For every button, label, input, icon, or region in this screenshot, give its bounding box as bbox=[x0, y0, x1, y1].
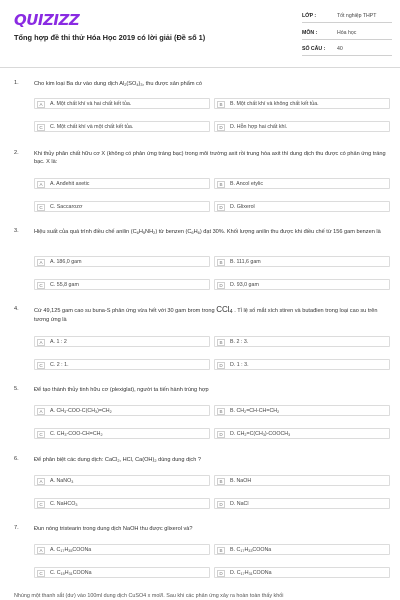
option-c[interactable]: C C. NaHCO$_3$ bbox=[34, 498, 210, 509]
option-d[interactable]: D D. 1 : 3. bbox=[214, 359, 390, 370]
meta-divider bbox=[302, 39, 392, 40]
question-number: 6. bbox=[14, 456, 19, 462]
question-2 bbox=[14, 150, 386, 220]
option-b[interactable]: B B. Ancol etylic bbox=[214, 178, 390, 189]
meta-divider bbox=[302, 22, 392, 23]
meta-count-key: SỐ CÂU : bbox=[302, 46, 326, 52]
question-1 bbox=[14, 80, 386, 140]
option-a[interactable]: A A. 1 : 2 bbox=[34, 336, 210, 347]
question-6 bbox=[14, 456, 386, 516]
header-divider bbox=[0, 67, 400, 68]
question-number: 3. bbox=[14, 228, 19, 234]
meta-subject-key: MÔN : bbox=[302, 30, 318, 36]
question-text: Cho kim loại Ba dư vào dung dịch $Al_2(SO_4)_3$, thu được sản phẩm có bbox=[34, 81, 202, 87]
worksheet-header bbox=[0, 0, 400, 68]
option-d[interactable]: D D. $C_{17}H_{31}COONa$ bbox=[214, 567, 390, 578]
question-text: Để tạo thành thủy tinh hữu cơ (plexiglat), người ta tiến hành trùng hợp bbox=[34, 387, 209, 393]
page-title: Tổng hợp đề thi thử Hóa Học 2019 có lời giải (Đề số 1) bbox=[14, 33, 206, 42]
option-d[interactable]: D D. Glixerol bbox=[214, 201, 390, 212]
option-b[interactable]: B B. $C_{17}H_{33}COONa$ bbox=[214, 544, 390, 555]
question-text: Cứ 49,125 gam cao su buna-S phản ứng vừa hết với 30 gam brom trong CCl$_4$ . Tỉ lệ số mắt xích stiren và butađien trong loại cao su trên tương ứng là bbox=[34, 305, 378, 323]
option-d[interactable]: D D. NaCl bbox=[214, 498, 390, 509]
option-a[interactable]: A A. $C_{17}H_{35}COONa$ bbox=[34, 544, 210, 555]
question-3 bbox=[14, 228, 386, 298]
option-c[interactable]: C C. $C_{15}H_{31}COONa$ bbox=[34, 567, 210, 578]
option-c[interactable]: C C. Saccarozơ bbox=[34, 201, 210, 212]
option-c[interactable]: C C. 55,8 gam bbox=[34, 279, 210, 290]
meta-count-value: 40 bbox=[337, 46, 343, 52]
question-number: 1. bbox=[14, 80, 19, 86]
option-b[interactable]: B B. $CH_2=CH-CH=CH_2$ bbox=[214, 405, 390, 416]
option-a[interactable]: A A. $CH_3-COO-C(CH_3)=CH_2$ bbox=[34, 405, 210, 416]
meta-class-key: LỚP : bbox=[302, 13, 317, 19]
question-number: 7. bbox=[14, 525, 19, 531]
option-d[interactable]: D D. 93,0 gam bbox=[214, 279, 390, 290]
question-number: 2. bbox=[14, 150, 19, 156]
question-text: Hiệu suất của quá trình điều chế anilin $(C_6H_5NH_2)$ từ benzen $(C_6H_6)$ đạt 30%. Khối lượng anilin thu được khi điều chế từ 156 gam benzen là bbox=[34, 229, 381, 235]
option-b[interactable]: B B. 2 : 3. bbox=[214, 336, 390, 347]
question-text: Để phân biệt các dung dịch: CaCl$_2$, HCl, $Ca(OH)_2$ dùng dung dịch ? bbox=[34, 457, 202, 463]
question-5 bbox=[14, 386, 386, 446]
option-a[interactable]: A A. NaNO$_3$ bbox=[34, 475, 210, 486]
question-number: 4. bbox=[14, 306, 19, 312]
question-4 bbox=[14, 306, 386, 378]
meta-subject-value: Hóa học bbox=[337, 30, 357, 36]
question-8-partial-text: Nhúng một thanh sắt (dư) vào 100ml dung dịch CuSO4 x mol/l. Sau khi các phản ứng xảy ra hoàn toàn thấy khối bbox=[14, 593, 284, 599]
option-c[interactable]: C C. Một chất khí và một chất kết tủa. bbox=[34, 121, 210, 132]
option-b[interactable]: B B. 111,6 gam bbox=[214, 256, 390, 267]
meta-class-value: Tốt nghiệp THPT bbox=[337, 13, 377, 19]
option-a[interactable]: A A. Anđehit axetic bbox=[34, 178, 210, 189]
option-a[interactable]: A A. 186,0 gam bbox=[34, 256, 210, 267]
question-text: Đun nóng tristearin trong dung dịch NaOH thu được glixerol và? bbox=[34, 526, 193, 532]
option-b[interactable]: B B. NaOH bbox=[214, 475, 390, 486]
option-d[interactable]: D D. Hỗn hợp hai chất khí. bbox=[214, 121, 390, 132]
option-c[interactable]: C C. $CH_3-COO-CH=CH_2$ bbox=[34, 428, 210, 439]
option-b[interactable]: B B. Một chất khí và không chất kết tủa. bbox=[214, 98, 390, 109]
option-a[interactable]: A A. Một chất khí và hai chất kết tủa. bbox=[34, 98, 210, 109]
quizizz-logo: QUIZIZZ bbox=[14, 11, 80, 29]
question-7 bbox=[14, 525, 386, 585]
question-number: 5. bbox=[14, 386, 19, 392]
question-text: Khi thủy phân chất hữu cơ X (không có phản ứng tráng bạc) trong môi trường axit rồi trung hòa axit thì dung dịch thu được có phản ứng tráng bạc. X là: bbox=[34, 151, 386, 165]
meta-divider bbox=[302, 55, 392, 56]
option-d[interactable]: D D. $CH_2=C(CH_3)-COOCH_3$ bbox=[214, 428, 390, 439]
option-c[interactable]: C C. 2 : 1. bbox=[34, 359, 210, 370]
